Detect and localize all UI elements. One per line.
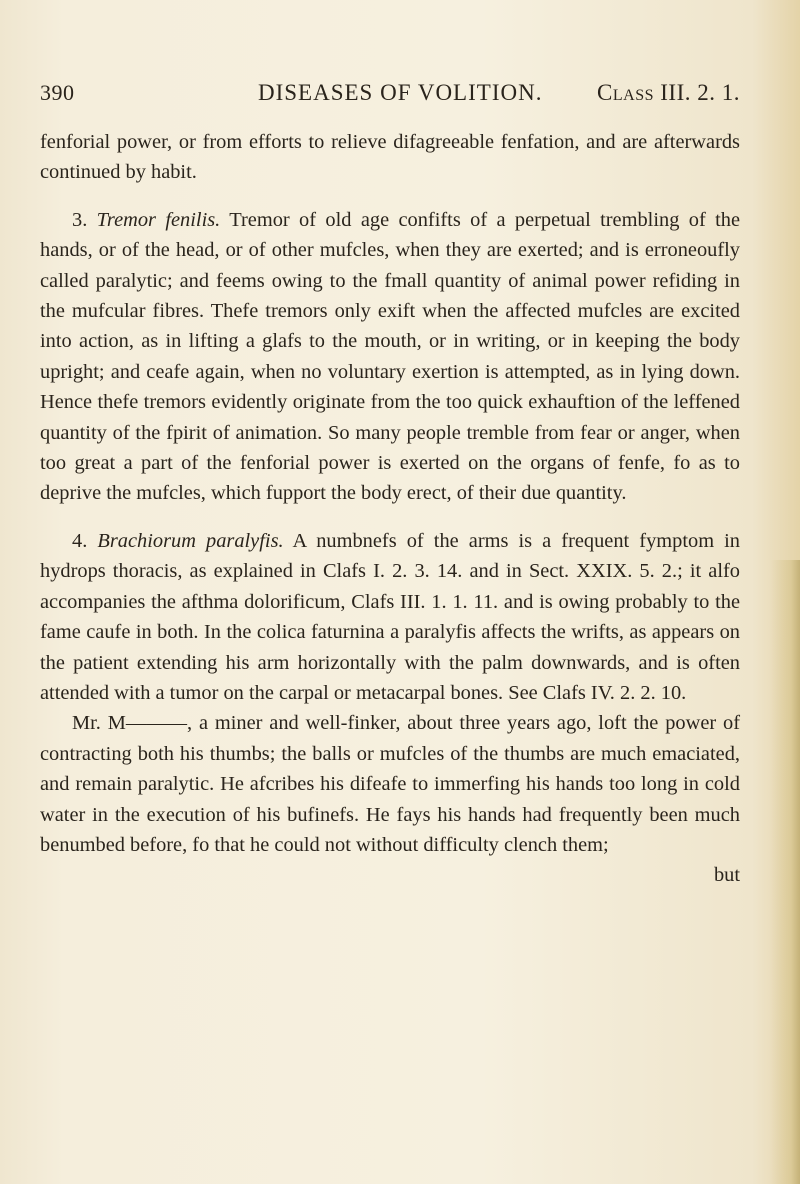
- catchword: but: [713, 864, 740, 887]
- class-reference: Class III. 2. 1.: [597, 80, 740, 105]
- paragraph-case-history: Mr. M———, a miner and well-finker, about three years ago, loft the power of contracting both his thumbs; the balls or mufcles of the thumbs are much emaciated, and remain paralytic. He afcribes his difeafe to immerfing his hands too long in cold water in the execution of his bufinefs. He fays his hands had frequently been much benumbed before, fo that he could not without difficulty clench them;: [40, 712, 740, 856]
- paragraph-brachiorum-paralysis: [40, 526, 740, 708]
- running-title: DISEASES OF VOLITION.: [258, 80, 543, 105]
- paragraph-continuation: fenforial power, or from efforts to relieve difagreeable fenfation, and are afterwards continued by habit.: [40, 131, 740, 184]
- paragraph-number: 3.: [72, 208, 88, 231]
- page-edge-stain: [770, 560, 800, 1184]
- paragraph-number: 4.: [72, 529, 88, 552]
- running-header: [40, 80, 740, 120]
- page-number: 390: [40, 80, 75, 105]
- body-text: [40, 127, 740, 891]
- paragraph-tremor-senilis: [40, 205, 740, 509]
- paragraph-body: A numbnefs of the arms is a frequent fymptom in hydrops thoracis, as explained in Clafs I. 2. 3. 14. and in Sect. XXIX. 5. 2.; it alfo accompanies the afthma dolorificum, Clafs III. 1. 1. 11. and is owing probably to the fame caufe in both. In the colica faturnina a paralyfis affects the wrifts, as appears on the patient extending his arm horizontally with the palm downwards, and is often attended with a tumor on the carpal or metacarpal bones. See Clafs IV. 2. 2. 10.: [40, 529, 740, 704]
- paragraph-body: Tremor of old age confifts of a perpetual trembling of the hands, or of the head, or of other mufcles, when they are exerted; and is erroneoufly called paralytic; and feems owing to the fmall quantity of animal power refiding in the mufcular fibres. Thefe tremors only exift when the affected mufcles are excited into action, as in lifting a glafs to the mouth, or in writing, or in keeping the body upright; and ceafe again, when no voluntary exertion is attempted, as in lying down. Hence thefe tremors evidently originate from the too quick exhauftion of the leffened quantity of the fpirit of animation. So many people tremble from fear or anger, when too great a part of the fenforial power is exerted on the organs of fenfe, fo as to deprive the mufcles, which fupport the body erect, of their due quantity.: [40, 208, 741, 505]
- species-name: Tremor fenilis.: [96, 208, 221, 231]
- species-name: Brachiorum paralyfis.: [97, 529, 284, 552]
